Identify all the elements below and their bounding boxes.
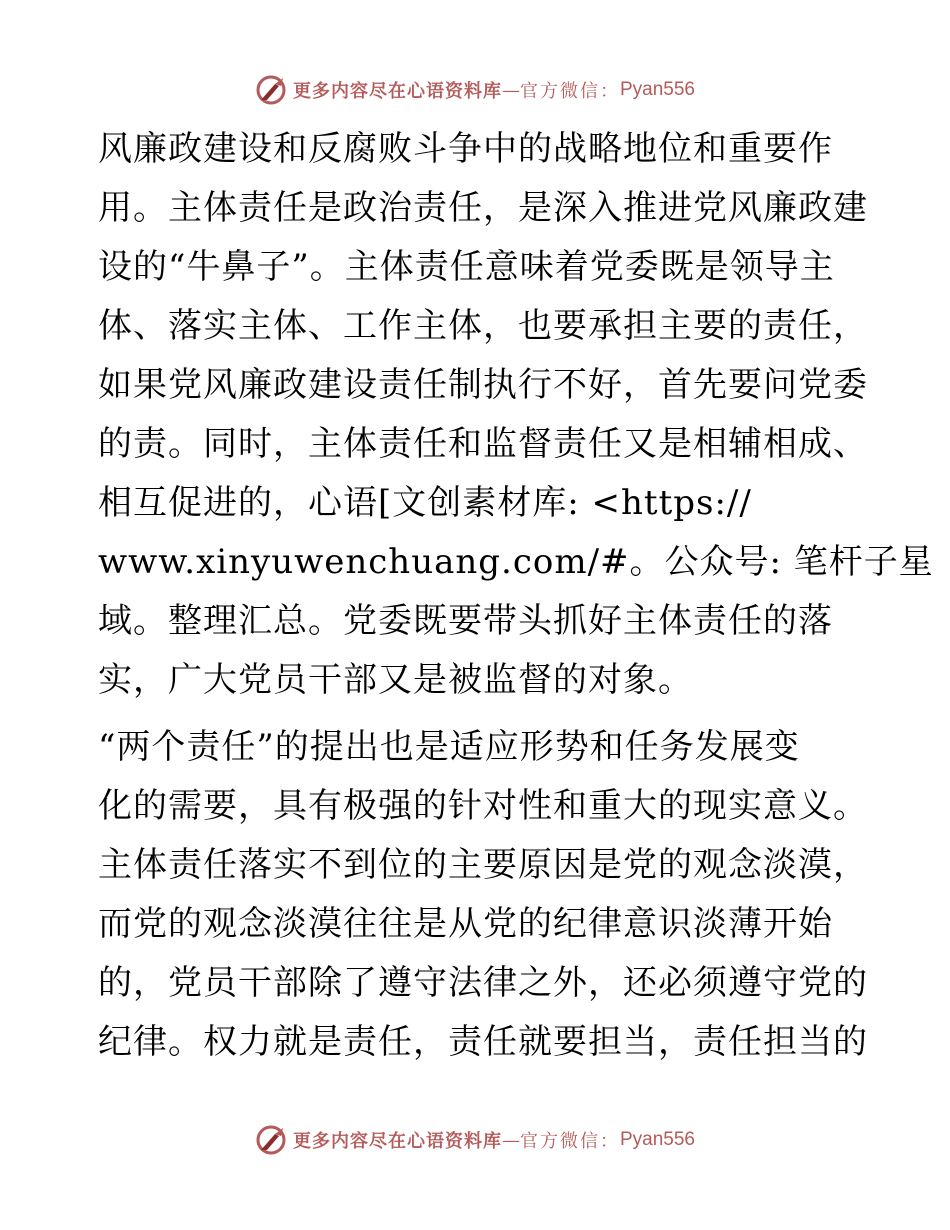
footer-banner bbox=[0, 1120, 950, 1160]
text-line: 的，党员干部除了遵守法律之外，还必须遵守党的 bbox=[98, 963, 868, 1003]
header-banner bbox=[0, 70, 950, 110]
text-line: 的责。同时，主体责任和监督责任又是相辅相成、 bbox=[98, 424, 868, 464]
text-line: “两个责任”的提出也是适应形势和任务发展变 bbox=[98, 727, 800, 767]
text-line: 体、落实主体、工作主体，也要承担主要的责任， bbox=[98, 306, 868, 346]
paragraph-spacer bbox=[98, 710, 858, 718]
header-site-text: 更多内容尽在心语资料库 bbox=[292, 81, 502, 102]
text-line: 风廉政建设和反腐败斗争中的战略地位和重要作 bbox=[98, 129, 833, 169]
text-line: 用。主体责任是政治责任，是深入推进党风廉政建 bbox=[98, 188, 868, 228]
text-line: 纪律。权力就是责任，责任就要担当，责任担当的 bbox=[98, 1022, 868, 1062]
quill-logo-icon bbox=[255, 1124, 287, 1156]
header-wechat-label: 官方微信： bbox=[519, 81, 620, 102]
header-wechat-id: Pyan556 bbox=[619, 79, 695, 100]
paragraph-1 bbox=[98, 120, 934, 710]
footer-wechat-id: Pyan556 bbox=[619, 1129, 695, 1150]
text-line: 域。整理汇总。党委既要带头抓好主体责任的落 bbox=[98, 601, 833, 641]
text-line: 而党的观念淡漠往往是从党的纪律意识淡薄开始 bbox=[98, 904, 833, 944]
quill-logo-icon bbox=[255, 74, 287, 106]
text-line: 相互促进的，心语[文创素材库: <https:// bbox=[98, 483, 752, 523]
footer-site-text: 更多内容尽在心语资料库 bbox=[292, 1131, 502, 1152]
document-body bbox=[98, 120, 934, 1072]
header-separator: — bbox=[501, 79, 520, 101]
text-line: 主体责任落实不到位的主要原因是党的观念淡漠， bbox=[98, 845, 868, 885]
text-line: 实，广大党员干部又是被监督的对象。 bbox=[98, 660, 693, 700]
text-line: 化的需要，具有极强的针对性和重大的现实意义。 bbox=[98, 786, 868, 826]
text-line: 如果党风廉政建设责任制执行不好，首先要问党委 bbox=[98, 365, 868, 405]
footer-wechat-label: 官方微信： bbox=[519, 1131, 620, 1152]
paragraph-2 bbox=[98, 718, 868, 1072]
footer-separator: — bbox=[501, 1129, 520, 1151]
text-line: 设的“牛鼻子”。主体责任意味着党委既是领导主 bbox=[98, 247, 835, 287]
text-line: www.xinyuwenchuang.com/#。公众号: 笔杆子星 bbox=[98, 542, 934, 582]
